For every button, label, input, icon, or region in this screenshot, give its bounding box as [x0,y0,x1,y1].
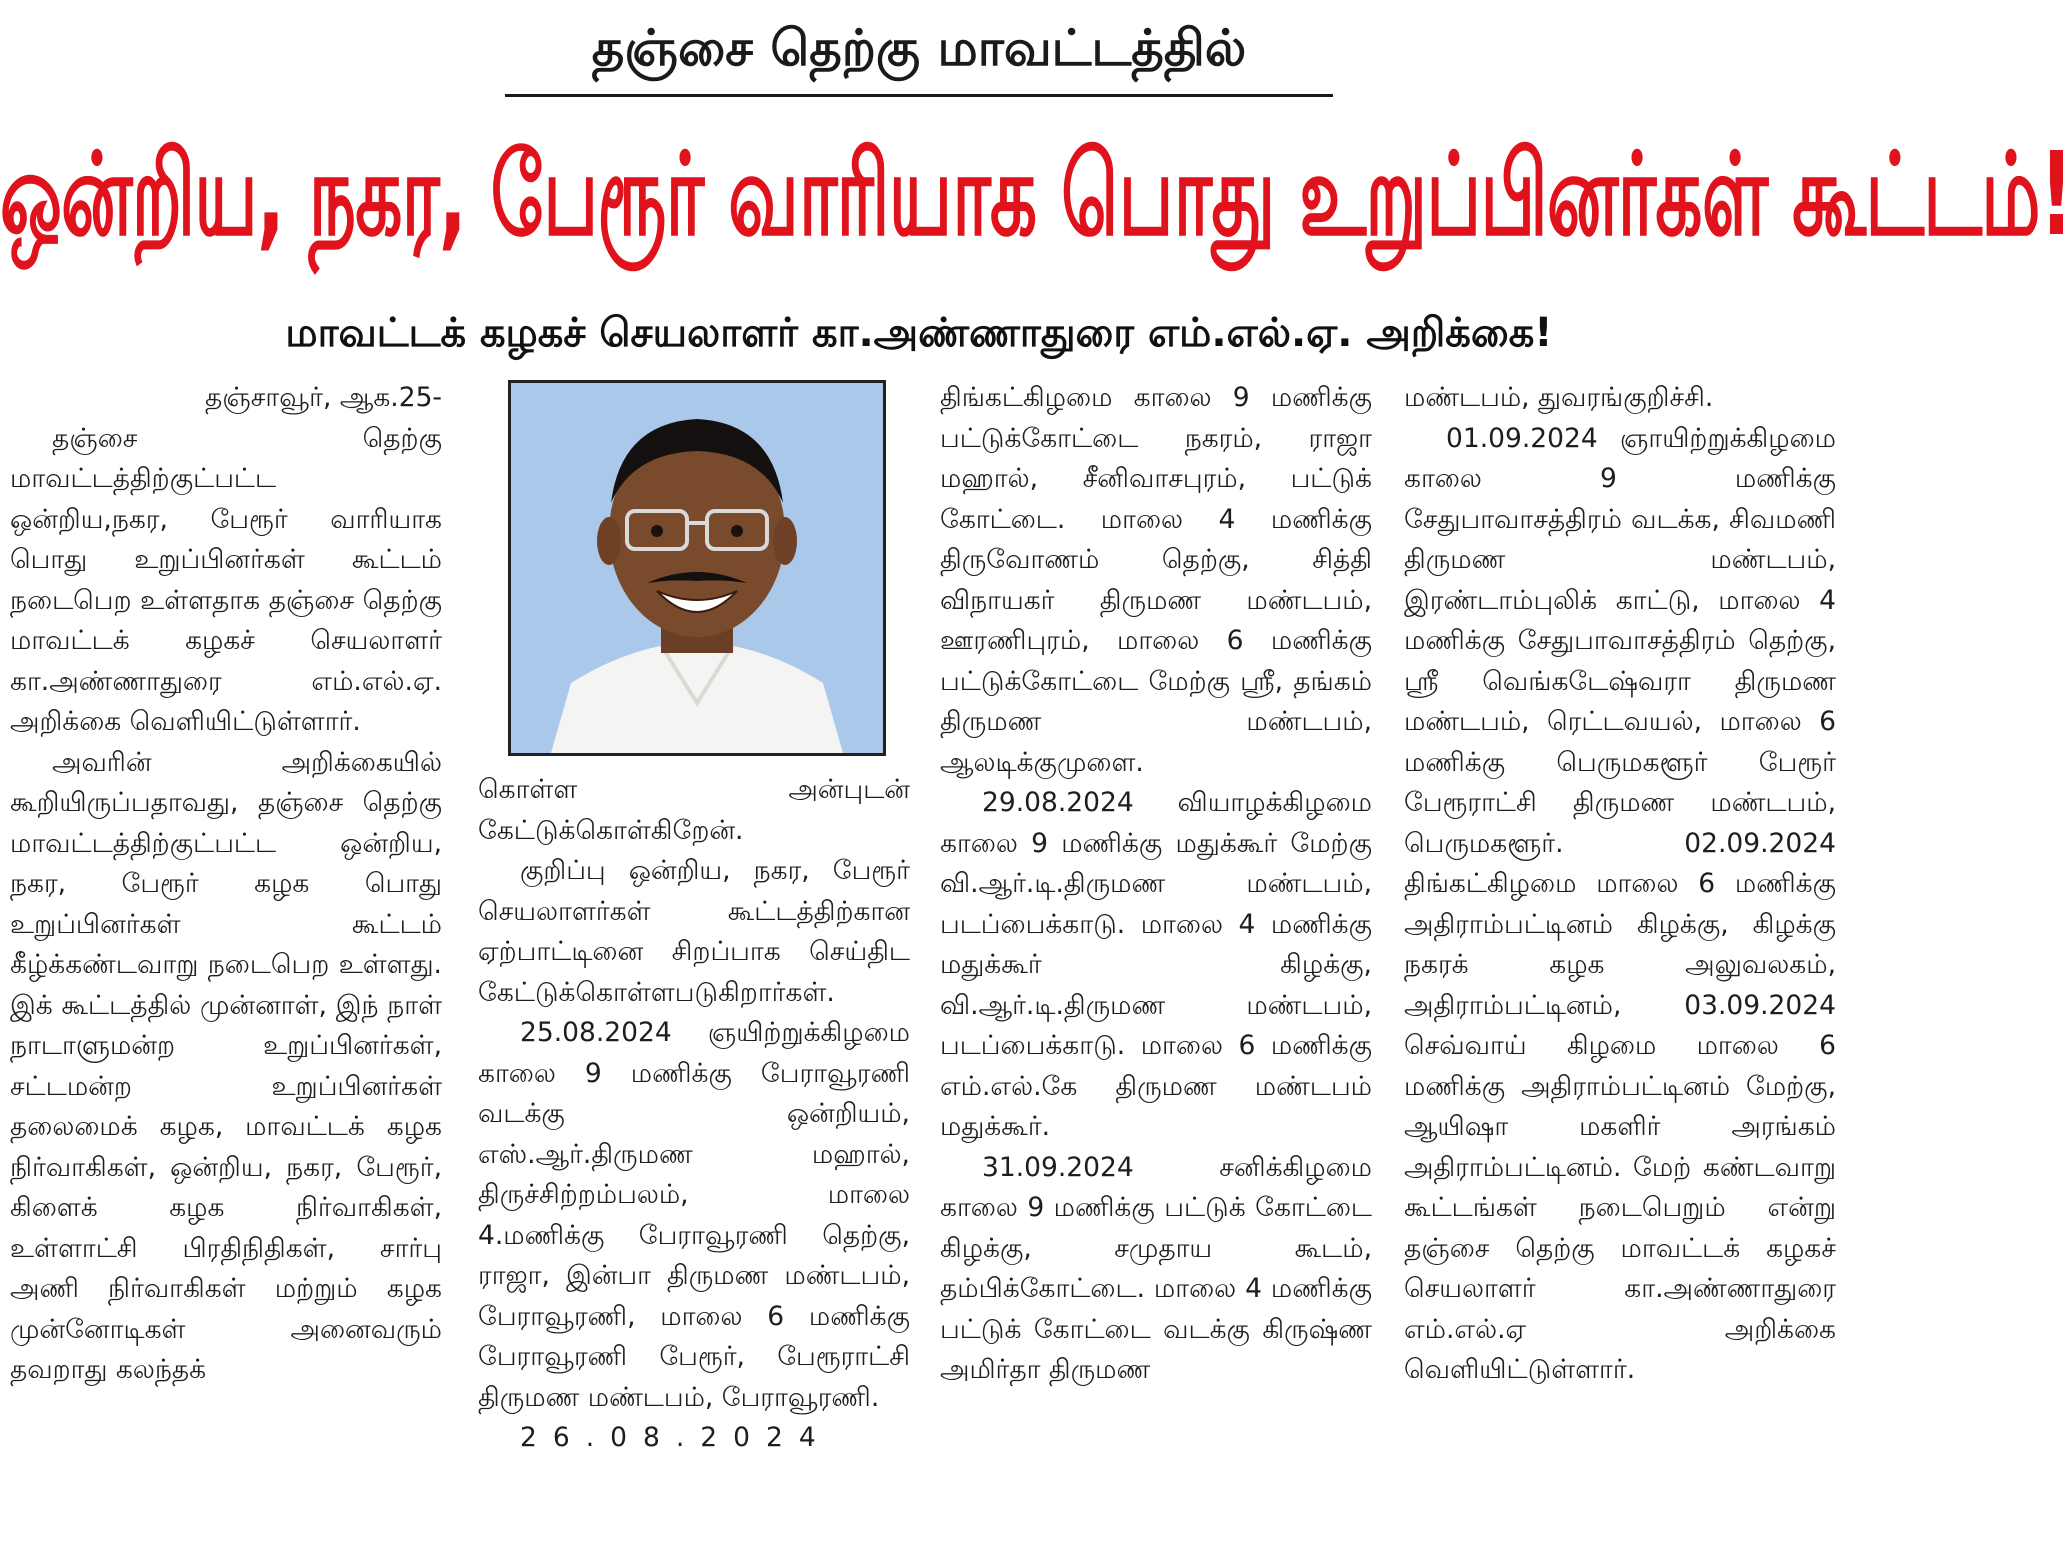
paragraph: கொள்ள அன்புடன் கேட்டுக்கொள்கிறேன். [478,774,910,846]
subheadline: மாவட்டக் கழகச் செயலாளர் கா.அண்ணாதுரை எம்.எல்.ஏ. அறிக்கை! [285,310,1553,356]
article-column-3 [940,378,1372,1550]
paragraph: 31.09.2024 சனிக்கிழமை காலை 9 மணிக்கு பட்டுக் கோட்டை கிழக்கு, சமுதாய கூடம், தம்பிக்கோட்டை. மாலை 4 மணிக்கு பட்டுக் கோட்டை வடக்கு கிருஷ்ண அமிர்தா திருமண [940,1151,1372,1385]
paragraph: 26.08.2024 [520,1422,832,1453]
paragraph: அவரின் அறிக்கையில் கூறியிருப்பதாவது, தஞ்சை தெற்கு மாவட்டத்திற்குட்பட்ட ஒன்றிய, நகர, பேரூர் கழக பொது உறுப்பினர்கள் கூட்டம் கீழ்க்கண்டவாறு நடைபெற உள்ளது. இக் கூட்டத்தில் முன்னாள், இந் நாள் நாடாளுமன்ற உறுப்பினர்கள், சட்டமன்ற உறுப்பினர்கள் தலைமைக் கழக, மாவட்டக் கழக நிர்வாகிகள், ஒன்றிய, நகர, பேரூர், கிளைக் கழக நிர்வாகிகள், உள்ளாட்சி பிரதிநிதிகள், சார்பு அணி நிர்வாகிகள் மற்றும் கழக முன்னோடிகள் அனைவரும் தவறாது கலந்தக் [10,746,442,1385]
kicker-title: தஞ்சை தெற்கு மாவட்டத்தில் [591,19,1247,77]
portrait-photo [508,380,886,756]
paragraph: 29.08.2024 வியாழக்கிழமை காலை 9 மணிக்கு மதுக்கூர் மேற்கு வி.ஆர்.டி.திருமண மண்டபம், படப்பைக்காடு. மாலை 4 மணிக்கு மதுக்கூர் கிழக்கு, வி.ஆர்.டி.திருமண மண்டபம், படப்பைக்காடு. மாலை 6 மணிக்கு எம்.எல்.கே திருமண மண்டபம் மதுக்கூர். [940,787,1372,1142]
article-column-2 [478,770,910,1550]
article-column-1 [10,378,442,1550]
article-column-4 [1404,378,1836,1550]
paragraph: 01.09.2024 ஞாயிற்றுக்கிழமை காலை 9 மணிக்கு சேதுபாவாசத்திரம் வடக்க, சிவமணி திருமண மண்டபம், இரண்டாம்புலிக் காட்டு, மாலை 4 மணிக்கு சேதுபாவாசத்திரம் தெற்கு, ஸ்ரீ வெங்கடேஷ்வரா திருமண மண்டபம், ரெட்டவயல், மாலை 6 மணிக்கு பெருமகளூர் பேரூர் பேரூராட்சி திருமண மண்டபம், பெருமகளூர். 02.09.2024 திங்கட்கிழமை மாலை 6 மணிக்கு அதிராம்பட்டினம் கிழக்கு, கிழக்கு நகரக் கழக அலுவலகம், அதிராம்பட்டினம், 03.09.2024 செவ்வாய் கிழமை மாலை 6 மணிக்கு அதிராம்பட்டினம் மேற்கு, ஆயிஷா மகளிர் அரங்கம் அதிராம்பட்டினம். மேற் கண்டவாறு கூட்டங்கள் நடைபெறும் என்று தஞ்சை தெற்கு மாவட்டக் கழகச் செயலாளர் கா.அண்ணாதுரை எம்.எல்.ஏ அறிக்கை வெளியிட்டுள்ளார். [1404,422,1836,1385]
paragraph: 25.08.2024 ஞயிற்றுக்கிழமை காலை 9 மணிக்கு பேராவூரணி வடக்கு ஒன்றியம், எஸ்.ஆர்.திருமண மஹால், திருச்சிற்றம்பலம், மாலை 4.மணிக்கு பேராவூரணி தெற்கு, ராஜா, இன்பா திருமண மண்டபம், பேராவூரணி, மாலை 6 மணிக்கு பேராவூரணி பேரூர், பேரூராட்சி திருமண மண்டபம், பேராவூரணி. [478,1017,910,1413]
dateline: தஞ்சாவூர், ஆக.25- [205,382,442,413]
paragraph: குறிப்பு ஒன்றிய, நகர, பேரூர் செயலாளர்கள் கூட்டத்திற்கான ஏற்பாட்டினை சிறப்பாக செய்திட கேட்டுக்கொள்ளபடுகிறார்கள். [478,855,910,1008]
paragraph: மண்டபம், துவரங்குறிச்சி. [1404,382,1714,413]
paragraph: தஞ்சை தெற்கு மாவட்டத்திற்குட்பட்ட ஒன்றிய,நகர, பேரூர் வாரியாக பொது உறுப்பினர்கள் கூட்டம் நடைபெற உள்ளதாக தஞ்சை தெற்கு மாவட்டக் கழகச் செயலாளர் கா.அண்ணாதுரை எம்.எல்.ஏ. அறிக்கை வெளியிட்டுள்ளார். [10,422,442,737]
headline: ஒன்றிய, நகர, பேரூர் வாரியாக பொது உறுப்பினர்கள் கூட்டம்! [0,128,2072,262]
portrait-icon [511,383,883,753]
paragraph: திங்கட்கிழமை காலை 9 மணிக்கு பட்டுக்கோட்டை நகரம், ராஜா மஹால், சீனிவாசபுரம், பட்டுக் கோட்டை. மாலை 4 மணிக்கு திருவோணம் தெற்கு, சித்தி விநாயகர் திருமண மண்டபம், ஊரணிபுரம், மாலை 6 மணிக்கு பட்டுக்கோட்டை மேற்கு ஸ்ரீ, தங்கம் திருமண மண்டபம், ஆலடிக்குமுளை. [940,382,1372,778]
